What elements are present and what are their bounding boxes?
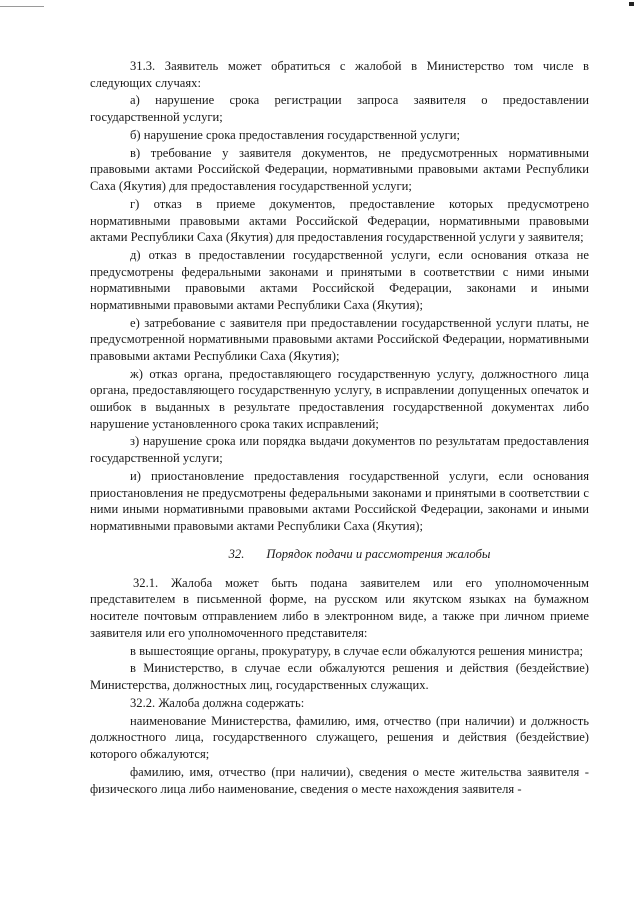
section-number: 32.	[228, 547, 245, 562]
scan-artifact-mark	[629, 2, 634, 6]
scan-artifact-line	[0, 6, 44, 7]
list-item-b: б) нарушение срока предоставления государственной услуги;	[130, 127, 461, 142]
list-item-zh: ж) отказ органа, предоставляющего государственную услугу, должностного лица органа, предоставляющего государственную услугу, в исправлении допущенных опечаток и ошибок в выданных в результате предоставления государственной документах либо нарушение установленного срока таких исправлений;	[90, 366, 589, 431]
list-item-a: а) нарушение срока регистрации запроса заявителя о предоставлении государственной услуги;	[90, 93, 589, 125]
list-item-e: е) затребование с заявителя при предоставлении государственной услуги платы, не предусмотренной нормативными правовыми актами Российской Федерации, нормативными правовыми актами Республики Саха (Якутия);	[90, 315, 589, 363]
paragraph-32-1: 32.1. Жалоба может быть подана заявителем или его уполномоченным представителем в письменной форме, на русском или якутском языках на бумажном носителе почтовым отправлением либо в электронном виде, а также при личном приеме заявителя или его уполномоченного представителя:	[90, 575, 589, 640]
list-item-g: г) отказ в приеме документов, предоставление которых предусмотрено нормативными правовыми актами Российской Федерации, нормативными правовыми актами Республики Саха (Якутия) для предоставления государственной услуги у заявителя;	[90, 196, 589, 245]
list-item-i: и) приостановление предоставления государственной услуги, если основания приостановления не предусмотрены федеральными законами и принятыми в соответствии с ними иными нормативными правовыми актами Российской Федерации, законами и иными нормативными правовыми актами Республики Саха (Якутия);	[90, 468, 589, 533]
list-item-z: з) нарушение срока или порядка выдачи документов по результатам предоставления государственной услуги;	[90, 434, 589, 466]
paragraph-31-3: 31.3. Заявитель может обратиться с жалобой в Министерство том числе в следующих случаях:	[90, 59, 589, 90]
list-item-d: д) отказ в предоставлении государственной услуги, если основания отказа не предусмотрены федеральными законами и принятыми в соответствии с ними иными нормативными правовыми актами Российской Федерации, законами и иными нормативными правовыми актами Республики Саха (Якутия);	[90, 248, 589, 312]
document-body	[90, 58, 589, 798]
section-heading	[90, 546, 589, 563]
paragraph-ministry: в Министерство, в случае если обжалуются решения и действия (бездействие) Министерства, должностных лиц, государственных служащих.	[90, 661, 589, 693]
paragraph-higher-authorities: в вышестоящие органы, прокуратуру, в случае если обжалуются решения министра;	[130, 643, 583, 658]
paragraph-32-2: 32.2. Жалоба должна содержать:	[130, 695, 305, 710]
list-item-v: в) требование у заявителя документов, не предусмотренных нормативными правовыми актами Российской Федерации, нормативными правовыми актами Республики Саха (Якутия) для предоставления государственной услуги;	[90, 145, 589, 194]
paragraph-ministry-name: наименование Министерства, фамилию, имя, отчество (при наличии) и должность должностного лица, государственного служащего, решения и действия (бездействие) которого обжалуются;	[90, 713, 589, 762]
paragraph-applicant-details: фамилию, имя, отчество (при наличии), сведения о месте жительства заявителя - физического лица либо наименование, сведения о месте нахождения заявителя -	[90, 764, 589, 796]
section-title: Порядок подачи и рассмотрения жалобы	[266, 547, 491, 562]
